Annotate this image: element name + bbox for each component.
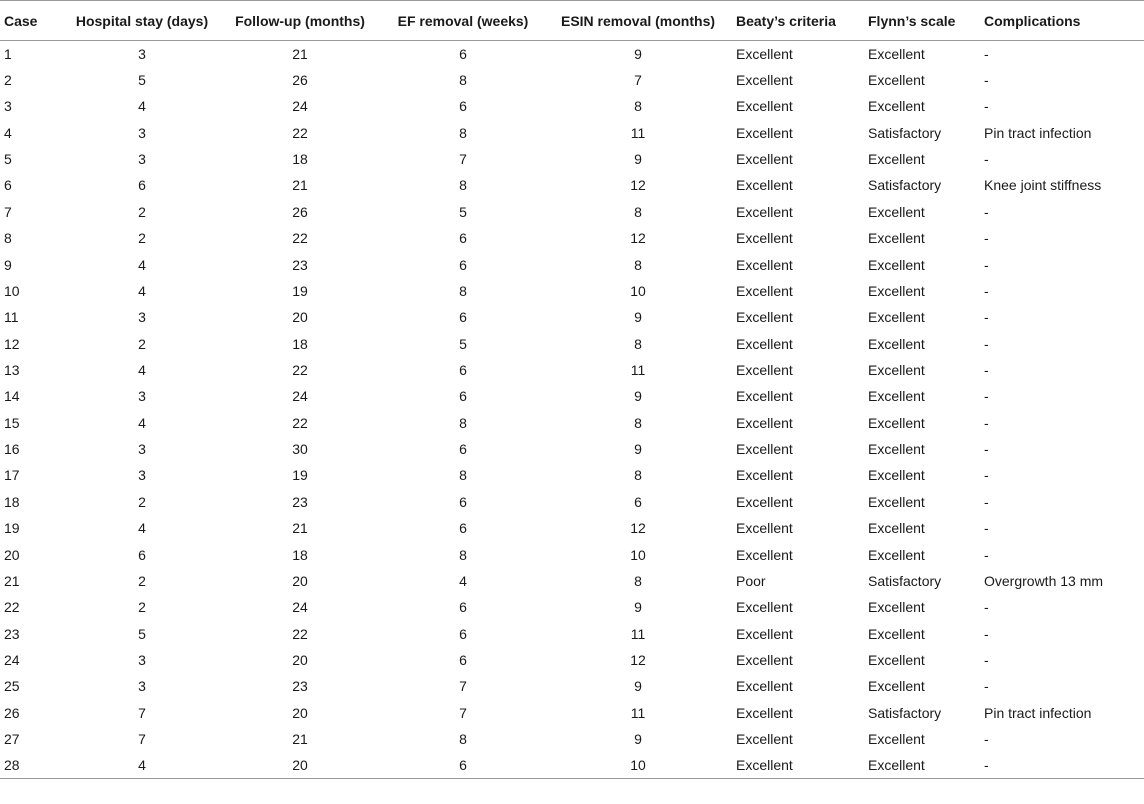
- cell-complications: -: [984, 520, 989, 537]
- table-header: [0, 1, 1144, 41]
- cell-hospital-stay: 3: [138, 309, 146, 326]
- cell-ef-removal: 8: [459, 282, 467, 299]
- cell-beaty-criteria: Excellent: [736, 124, 793, 141]
- cell-esin-removal: 9: [634, 45, 642, 62]
- cell-complications: -: [984, 599, 989, 616]
- cell-follow-up: 18: [292, 335, 308, 352]
- cell-ef-removal: 6: [459, 599, 467, 616]
- cell-complications: Knee joint stiffness: [984, 177, 1102, 194]
- cell-ef-removal: 8: [459, 546, 467, 563]
- cell-case: 5: [4, 151, 12, 168]
- cell-hospital-stay: 4: [138, 520, 146, 537]
- table-row: [0, 752, 1144, 778]
- cell-beaty-criteria: Excellent: [736, 282, 793, 299]
- cell-follow-up: 18: [292, 546, 308, 563]
- cell-follow-up: 20: [222, 752, 378, 778]
- cell-esin-removal: 10: [630, 546, 646, 563]
- cell-case: 25: [4, 678, 20, 695]
- cell-hospital-stay: 5: [138, 72, 146, 89]
- cell-beaty-criteria: Excellent: [736, 625, 793, 642]
- cell-case: 26: [4, 704, 20, 721]
- table-row: [0, 726, 1144, 752]
- cell-case: 8: [4, 230, 12, 247]
- cell-ef-removal: 6: [378, 752, 548, 778]
- cell-beaty-criteria: Excellent: [736, 361, 793, 378]
- cell-case: 10: [4, 282, 20, 299]
- table-row: [0, 462, 1144, 488]
- cell-flynn-scale: Excellent: [868, 546, 925, 563]
- cell-follow-up: 22: [292, 625, 308, 642]
- cell-case: 6: [4, 177, 12, 194]
- cell-follow-up: 26: [292, 72, 308, 89]
- cell-flynn-scale: Satisfactory: [868, 124, 942, 141]
- cell-complications: -: [984, 441, 989, 458]
- header-beaty-criteria: Beaty’s criteria: [728, 1, 862, 41]
- cell-flynn-scale: Excellent: [868, 282, 925, 299]
- header-row: [0, 1, 1144, 41]
- table-row: [0, 251, 1144, 277]
- cell-beaty-criteria: Poor: [736, 572, 766, 589]
- table-row: [0, 620, 1144, 646]
- cell-complications: -: [984, 546, 989, 563]
- header-esin-removal: ESIN removal (months): [548, 1, 728, 41]
- cell-complications: -: [984, 361, 989, 378]
- cell-case: 4: [4, 124, 12, 141]
- header-complications: Complications: [978, 1, 1144, 41]
- cell-hospital-stay: 2: [138, 493, 146, 510]
- cell-follow-up: 22: [292, 361, 308, 378]
- cell-ef-removal: 4: [459, 572, 467, 589]
- cell-case: 14: [4, 388, 20, 405]
- cell-flynn-scale: Excellent: [868, 309, 925, 326]
- cell-follow-up: 22: [292, 414, 308, 431]
- table-row: [0, 172, 1144, 198]
- table-row: [0, 410, 1144, 436]
- cell-hospital-stay: 4: [138, 98, 146, 115]
- cell-esin-removal: 8: [634, 203, 642, 220]
- cell-beaty-criteria: Excellent: [736, 493, 793, 510]
- cell-case: 11: [4, 309, 19, 326]
- table-row: [0, 330, 1144, 356]
- cell-follow-up: 19: [292, 467, 308, 484]
- cell-follow-up: 23: [292, 256, 308, 273]
- table-row: [0, 304, 1144, 330]
- cell-hospital-stay: 4: [138, 256, 146, 273]
- table-body: [0, 41, 1144, 779]
- cell-esin-removal: 9: [634, 599, 642, 616]
- cell-follow-up: 21: [292, 45, 308, 62]
- cell-ef-removal: 7: [459, 151, 467, 168]
- cell-complications: Overgrowth 13 mm: [984, 572, 1104, 589]
- cell-complications: -: [984, 467, 989, 484]
- table-row: [0, 93, 1144, 119]
- cell-hospital-stay: 2: [138, 599, 146, 616]
- cell-esin-removal: 8: [634, 256, 642, 273]
- cell-case: 20: [4, 546, 20, 563]
- cell-case: 7: [4, 203, 12, 220]
- cell-flynn-scale: Excellent: [868, 72, 925, 89]
- cell-beaty-criteria: Excellent: [736, 731, 793, 748]
- table-row: [0, 515, 1144, 541]
- cell-follow-up: 24: [292, 388, 308, 405]
- cell-case: 13: [4, 361, 20, 378]
- cell-ef-removal: 6: [459, 441, 467, 458]
- cell-esin-removal: 8: [634, 414, 642, 431]
- cell-esin-removal: 9: [634, 441, 642, 458]
- cell-hospital-stay: 3: [138, 124, 146, 141]
- cell-esin-removal: 11: [630, 625, 646, 642]
- cell-flynn-scale: Excellent: [868, 256, 925, 273]
- cell-beaty-criteria: Excellent: [736, 256, 793, 273]
- cell-flynn-scale: Excellent: [868, 441, 925, 458]
- cell-follow-up: 24: [292, 599, 308, 616]
- cell-case: 2: [4, 72, 12, 89]
- cell-case: 23: [4, 625, 20, 642]
- cell-beaty-criteria: Excellent: [736, 441, 793, 458]
- cell-esin-removal: 10: [548, 752, 728, 778]
- cell-case: 15: [4, 414, 20, 431]
- cell-follow-up: 20: [292, 572, 308, 589]
- table-row: [0, 146, 1144, 172]
- cell-case: 27: [4, 731, 20, 748]
- cell-hospital-stay: 4: [138, 361, 146, 378]
- cell-ef-removal: 8: [459, 177, 467, 194]
- cell-beaty-criteria: Excellent: [736, 335, 793, 352]
- table-row: [0, 568, 1144, 594]
- cell-hospital-stay: 7: [138, 731, 146, 748]
- cell-esin-removal: 11: [630, 124, 646, 141]
- cell-follow-up: 30: [292, 441, 308, 458]
- cell-ef-removal: 8: [459, 414, 467, 431]
- cell-hospital-stay: 3: [138, 651, 146, 668]
- cell-flynn-scale: Excellent: [868, 493, 925, 510]
- cell-complications: -: [984, 309, 989, 326]
- table-row: [0, 41, 1144, 67]
- cell-ef-removal: 6: [459, 309, 467, 326]
- cell-hospital-stay: 4: [138, 282, 146, 299]
- cell-beaty-criteria: Excellent: [736, 704, 793, 721]
- cell-hospital-stay: 5: [138, 625, 146, 642]
- table-row: [0, 489, 1144, 515]
- cell-esin-removal: 8: [634, 98, 642, 115]
- cell-flynn-scale: Excellent: [868, 98, 925, 115]
- cell-complications: -: [984, 203, 989, 220]
- cell-flynn-scale: Excellent: [868, 203, 925, 220]
- cell-case: 28: [0, 752, 62, 778]
- cell-ef-removal: 6: [459, 45, 467, 62]
- cell-flynn-scale: Excellent: [868, 599, 925, 616]
- table-row: [0, 594, 1144, 620]
- cell-beaty-criteria: Excellent: [736, 203, 793, 220]
- cell-flynn-scale: Excellent: [868, 151, 925, 168]
- cell-follow-up: 18: [292, 151, 308, 168]
- cell-beaty-criteria: Excellent: [736, 678, 793, 695]
- table-row: [0, 436, 1144, 462]
- cell-beaty-criteria: Excellent: [736, 520, 793, 537]
- cell-esin-removal: 9: [634, 731, 642, 748]
- table-row: [0, 541, 1144, 567]
- cell-esin-removal: 10: [630, 282, 646, 299]
- cell-ef-removal: 6: [459, 256, 467, 273]
- cell-complications: -: [984, 625, 989, 642]
- cell-beaty-criteria: Excellent: [736, 467, 793, 484]
- cell-flynn-scale: Excellent: [868, 625, 925, 642]
- cell-complications: -: [984, 651, 989, 668]
- cell-esin-removal: 9: [634, 678, 642, 695]
- cell-complications: -: [978, 752, 1144, 778]
- table-row: [0, 699, 1144, 725]
- cell-flynn-scale: Satisfactory: [868, 177, 942, 194]
- cell-ef-removal: 6: [459, 651, 467, 668]
- cell-flynn-scale: Satisfactory: [868, 704, 942, 721]
- cell-flynn-scale: Excellent: [862, 752, 978, 778]
- cell-esin-removal: 12: [630, 177, 646, 194]
- cell-hospital-stay: 3: [138, 678, 146, 695]
- table-row: [0, 225, 1144, 251]
- cell-case: 12: [4, 335, 20, 352]
- cell-esin-removal: 9: [634, 151, 642, 168]
- cell-flynn-scale: Excellent: [868, 361, 925, 378]
- cell-case: 24: [4, 651, 20, 668]
- cell-flynn-scale: Excellent: [868, 335, 925, 352]
- cell-follow-up: 21: [292, 177, 308, 194]
- cell-hospital-stay: 4: [62, 752, 222, 778]
- cell-beaty-criteria: Excellent: [736, 98, 793, 115]
- cell-flynn-scale: Excellent: [868, 731, 925, 748]
- cell-ef-removal: 6: [459, 388, 467, 405]
- cell-beaty-criteria: Excellent: [736, 388, 793, 405]
- header-flynn-scale: Flynn’s scale: [862, 1, 978, 41]
- cell-complications: -: [984, 388, 989, 405]
- cell-beaty-criteria: Excellent: [736, 599, 793, 616]
- table-row: [0, 67, 1144, 93]
- cell-ef-removal: 8: [459, 72, 467, 89]
- cell-complications: -: [984, 282, 989, 299]
- cell-case: 16: [4, 441, 20, 458]
- cell-ef-removal: 7: [459, 704, 467, 721]
- cell-esin-removal: 11: [630, 361, 646, 378]
- cell-complications: -: [984, 151, 989, 168]
- cell-follow-up: 20: [292, 704, 308, 721]
- cell-complications: Pin tract infection: [984, 124, 1092, 141]
- cell-case: 21: [4, 572, 20, 589]
- cell-flynn-scale: Excellent: [868, 388, 925, 405]
- cell-ef-removal: 5: [459, 335, 467, 352]
- cell-flynn-scale: Satisfactory: [868, 572, 942, 589]
- cell-complications: Pin tract infection: [984, 704, 1092, 721]
- cell-hospital-stay: 7: [138, 704, 146, 721]
- cell-complications: -: [984, 72, 989, 89]
- header-ef-removal: EF removal (weeks): [378, 1, 548, 41]
- table-row: [0, 278, 1144, 304]
- cell-hospital-stay: 2: [138, 335, 146, 352]
- cell-ef-removal: 8: [459, 731, 467, 748]
- table-row: [0, 199, 1144, 225]
- table-row: [0, 383, 1144, 409]
- cell-ef-removal: 8: [459, 467, 467, 484]
- cell-follow-up: 20: [292, 651, 308, 668]
- cell-hospital-stay: 3: [138, 467, 146, 484]
- cell-beaty-criteria: Excellent: [736, 546, 793, 563]
- cell-follow-up: 19: [292, 282, 308, 299]
- cell-case: 18: [4, 493, 20, 510]
- cell-case: 9: [4, 256, 12, 273]
- cell-follow-up: 23: [292, 678, 308, 695]
- cell-flynn-scale: Excellent: [868, 414, 925, 431]
- header-follow-up: Follow-up (months): [222, 1, 378, 41]
- cell-hospital-stay: 4: [138, 414, 146, 431]
- cell-flynn-scale: Excellent: [868, 520, 925, 537]
- cell-complications: -: [984, 98, 989, 115]
- cell-complications: -: [984, 45, 989, 62]
- cell-complications: -: [984, 493, 989, 510]
- cell-follow-up: 20: [292, 309, 308, 326]
- cell-case: 22: [4, 599, 20, 616]
- cell-beaty-criteria: Excellent: [736, 151, 793, 168]
- cell-hospital-stay: 3: [138, 151, 146, 168]
- cell-ef-removal: 6: [459, 520, 467, 537]
- cell-beaty-criteria: Excellent: [736, 230, 793, 247]
- cell-ef-removal: 7: [459, 678, 467, 695]
- cell-beaty-criteria: Excellent: [736, 72, 793, 89]
- cell-beaty-criteria: Excellent: [736, 45, 793, 62]
- cell-ef-removal: 6: [459, 361, 467, 378]
- cell-hospital-stay: 3: [138, 388, 146, 405]
- cell-follow-up: 26: [292, 203, 308, 220]
- header-case: Case: [0, 1, 62, 41]
- cell-hospital-stay: 6: [138, 546, 146, 563]
- cell-esin-removal: 7: [634, 72, 642, 89]
- cell-case: 19: [4, 520, 20, 537]
- cell-follow-up: 23: [292, 493, 308, 510]
- cell-beaty-criteria: Excellent: [736, 309, 793, 326]
- cell-case: 3: [4, 98, 12, 115]
- cell-complications: -: [984, 256, 989, 273]
- cell-beaty-criteria: Excellent: [728, 752, 862, 778]
- cell-flynn-scale: Excellent: [868, 467, 925, 484]
- cell-flynn-scale: Excellent: [868, 651, 925, 668]
- cell-flynn-scale: Excellent: [868, 678, 925, 695]
- cell-follow-up: 21: [292, 731, 308, 748]
- table-row: [0, 357, 1144, 383]
- cell-hospital-stay: 2: [138, 230, 146, 247]
- cell-ef-removal: 6: [459, 98, 467, 115]
- cell-case: 1: [4, 45, 12, 62]
- header-hospital-stay: Hospital stay (days): [62, 1, 222, 41]
- cell-beaty-criteria: Excellent: [736, 414, 793, 431]
- cell-ef-removal: 6: [459, 230, 467, 247]
- cell-complications: -: [984, 230, 989, 247]
- cell-ef-removal: 5: [459, 203, 467, 220]
- cell-ef-removal: 6: [459, 625, 467, 642]
- cell-esin-removal: 8: [634, 467, 642, 484]
- cell-hospital-stay: 2: [138, 203, 146, 220]
- cell-esin-removal: 8: [634, 572, 642, 589]
- cell-complications: -: [984, 678, 989, 695]
- cell-esin-removal: 9: [634, 309, 642, 326]
- cell-esin-removal: 12: [630, 520, 646, 537]
- cell-hospital-stay: 2: [138, 572, 146, 589]
- table-row: [0, 120, 1144, 146]
- cell-ef-removal: 8: [459, 124, 467, 141]
- cell-complications: -: [984, 414, 989, 431]
- cell-follow-up: 22: [292, 124, 308, 141]
- cell-follow-up: 21: [292, 520, 308, 537]
- cell-hospital-stay: 3: [138, 45, 146, 62]
- cell-flynn-scale: Excellent: [868, 230, 925, 247]
- cell-complications: -: [984, 731, 989, 748]
- cell-follow-up: 24: [292, 98, 308, 115]
- cell-flynn-scale: Excellent: [868, 45, 925, 62]
- cell-esin-removal: 12: [630, 651, 646, 668]
- cell-ef-removal: 6: [459, 493, 467, 510]
- cell-esin-removal: 9: [634, 388, 642, 405]
- cell-hospital-stay: 3: [138, 441, 146, 458]
- cell-esin-removal: 6: [634, 493, 642, 510]
- table-row: [0, 673, 1144, 699]
- cell-beaty-criteria: Excellent: [736, 651, 793, 668]
- table-row: [0, 647, 1144, 673]
- cell-esin-removal: 12: [630, 230, 646, 247]
- cell-follow-up: 22: [292, 230, 308, 247]
- cell-esin-removal: 11: [630, 704, 646, 721]
- cell-hospital-stay: 6: [138, 177, 146, 194]
- cell-beaty-criteria: Excellent: [736, 177, 793, 194]
- cell-case: 17: [4, 467, 20, 484]
- cell-esin-removal: 8: [634, 335, 642, 352]
- cell-complications: -: [984, 335, 989, 352]
